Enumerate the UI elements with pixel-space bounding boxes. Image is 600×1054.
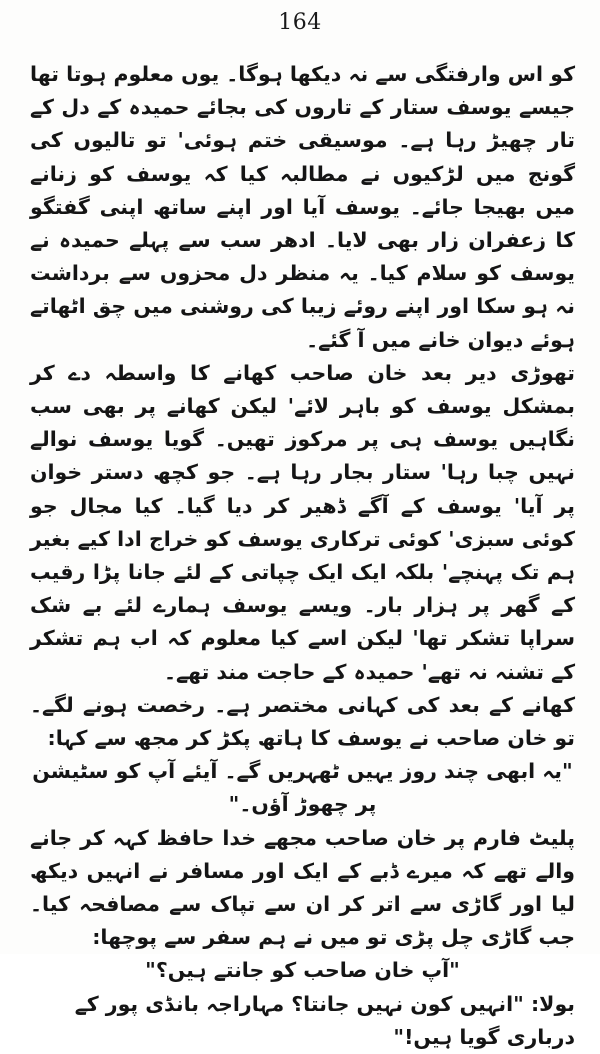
page-number: 164 [278, 10, 322, 35]
quote-question: "آپ خان صاحب کو جانتے ہیں؟" [145, 958, 460, 983]
quote-invitation: "یہ ابھی چند روز یہیں ٹھہریں گے۔ آیئے آپ کو سٹیشن پر چھوڑ آؤں۔" [32, 759, 573, 817]
closing-line: بولا: "انہیں کون نہیں جانتا؟ مہاراجہ بانڈی پور کے درباری گویا ہیں!" [74, 991, 575, 1049]
paragraph-4: پلیٹ فارم پر خان صاحب مجھے خدا حافظ کہہ کر جانے والے تھے کہ میرے ڈبے کے ایک اور مسافر نے انہیں دیکھ لیا اور گاڑی سے اتر کر ان سے تپاک سے مصافحہ کیا۔ جب گاڑی چل پڑی تو میں نے ہم سفر سے پوچھا: [30, 825, 575, 950]
paragraph-1: کو اس وارفتگی سے نہ دیکھا ہوگا۔ یوں معلوم ہوتا تھا جیسے یوسف ستار کے تاروں کی بجائے حمیدہ کے دل کے تار چھیڑ رہا ہے۔ موسیقی ختم ہوئی' تو تالیوں کی گونج میں لڑکیوں نے مطالبہ کیا کہ یوسف کو زنانے میں بھیجا جائے۔ یوسف آیا اور اپنے ساتھ اپنی گفتگو کا زعفران زار بھی لایا۔ ادھر سب سے پہلے حمیدہ نے یوسف کو سلام کیا۔ یہ منظر دل محزوں سے برداشت نہ ہو سکا اور اپنے روئے زیبا کی روشنی میں چق اٹھاتے ہوئے دیوان خانے میں آ گئے۔ [30, 62, 575, 352]
paragraph-2: تھوڑی دیر بعد خان صاحب کھانے کا واسطہ دے کر بمشکل یوسف کو باہر لائے' لیکن کھانے پر بھی سب نگاہیں یوسف ہی پر مرکوز تھیں۔ گویا یوسف نوالے نہیں چبا رہا' ستار بجار رہا ہے۔ جو کچھ دستر خوان پر آیا' یوسف کے آگے ڈھیر کر دیا گیا۔ کیا مجال جو کوئی سبزی' کوئی ترکاری یوسف کو خراج ادا کیے بغیر ہم تک پہنچے' بلکہ ایک ایک چپاتی کے لئے جانا پڑا رقیب کے گھر پر ہزار بار۔ ویسے یوسف ہمارے لئے بے شک سراپا تشکر تھا' لیکن اسے کیا معلوم کہ اب ہم تشکر کے تشنہ نہ تھے' حمیدہ کے حاجت مند تھے۔ [30, 360, 575, 684]
page-body-text [30, 58, 575, 1054]
paragraph-3: کھانے کے بعد کی کہانی مختصر ہے۔ رخصت ہونے لگے۔ تو خان صاحب نے یوسف کا ہاتھ پکڑ کر مجھ سے کہا: [30, 692, 575, 751]
